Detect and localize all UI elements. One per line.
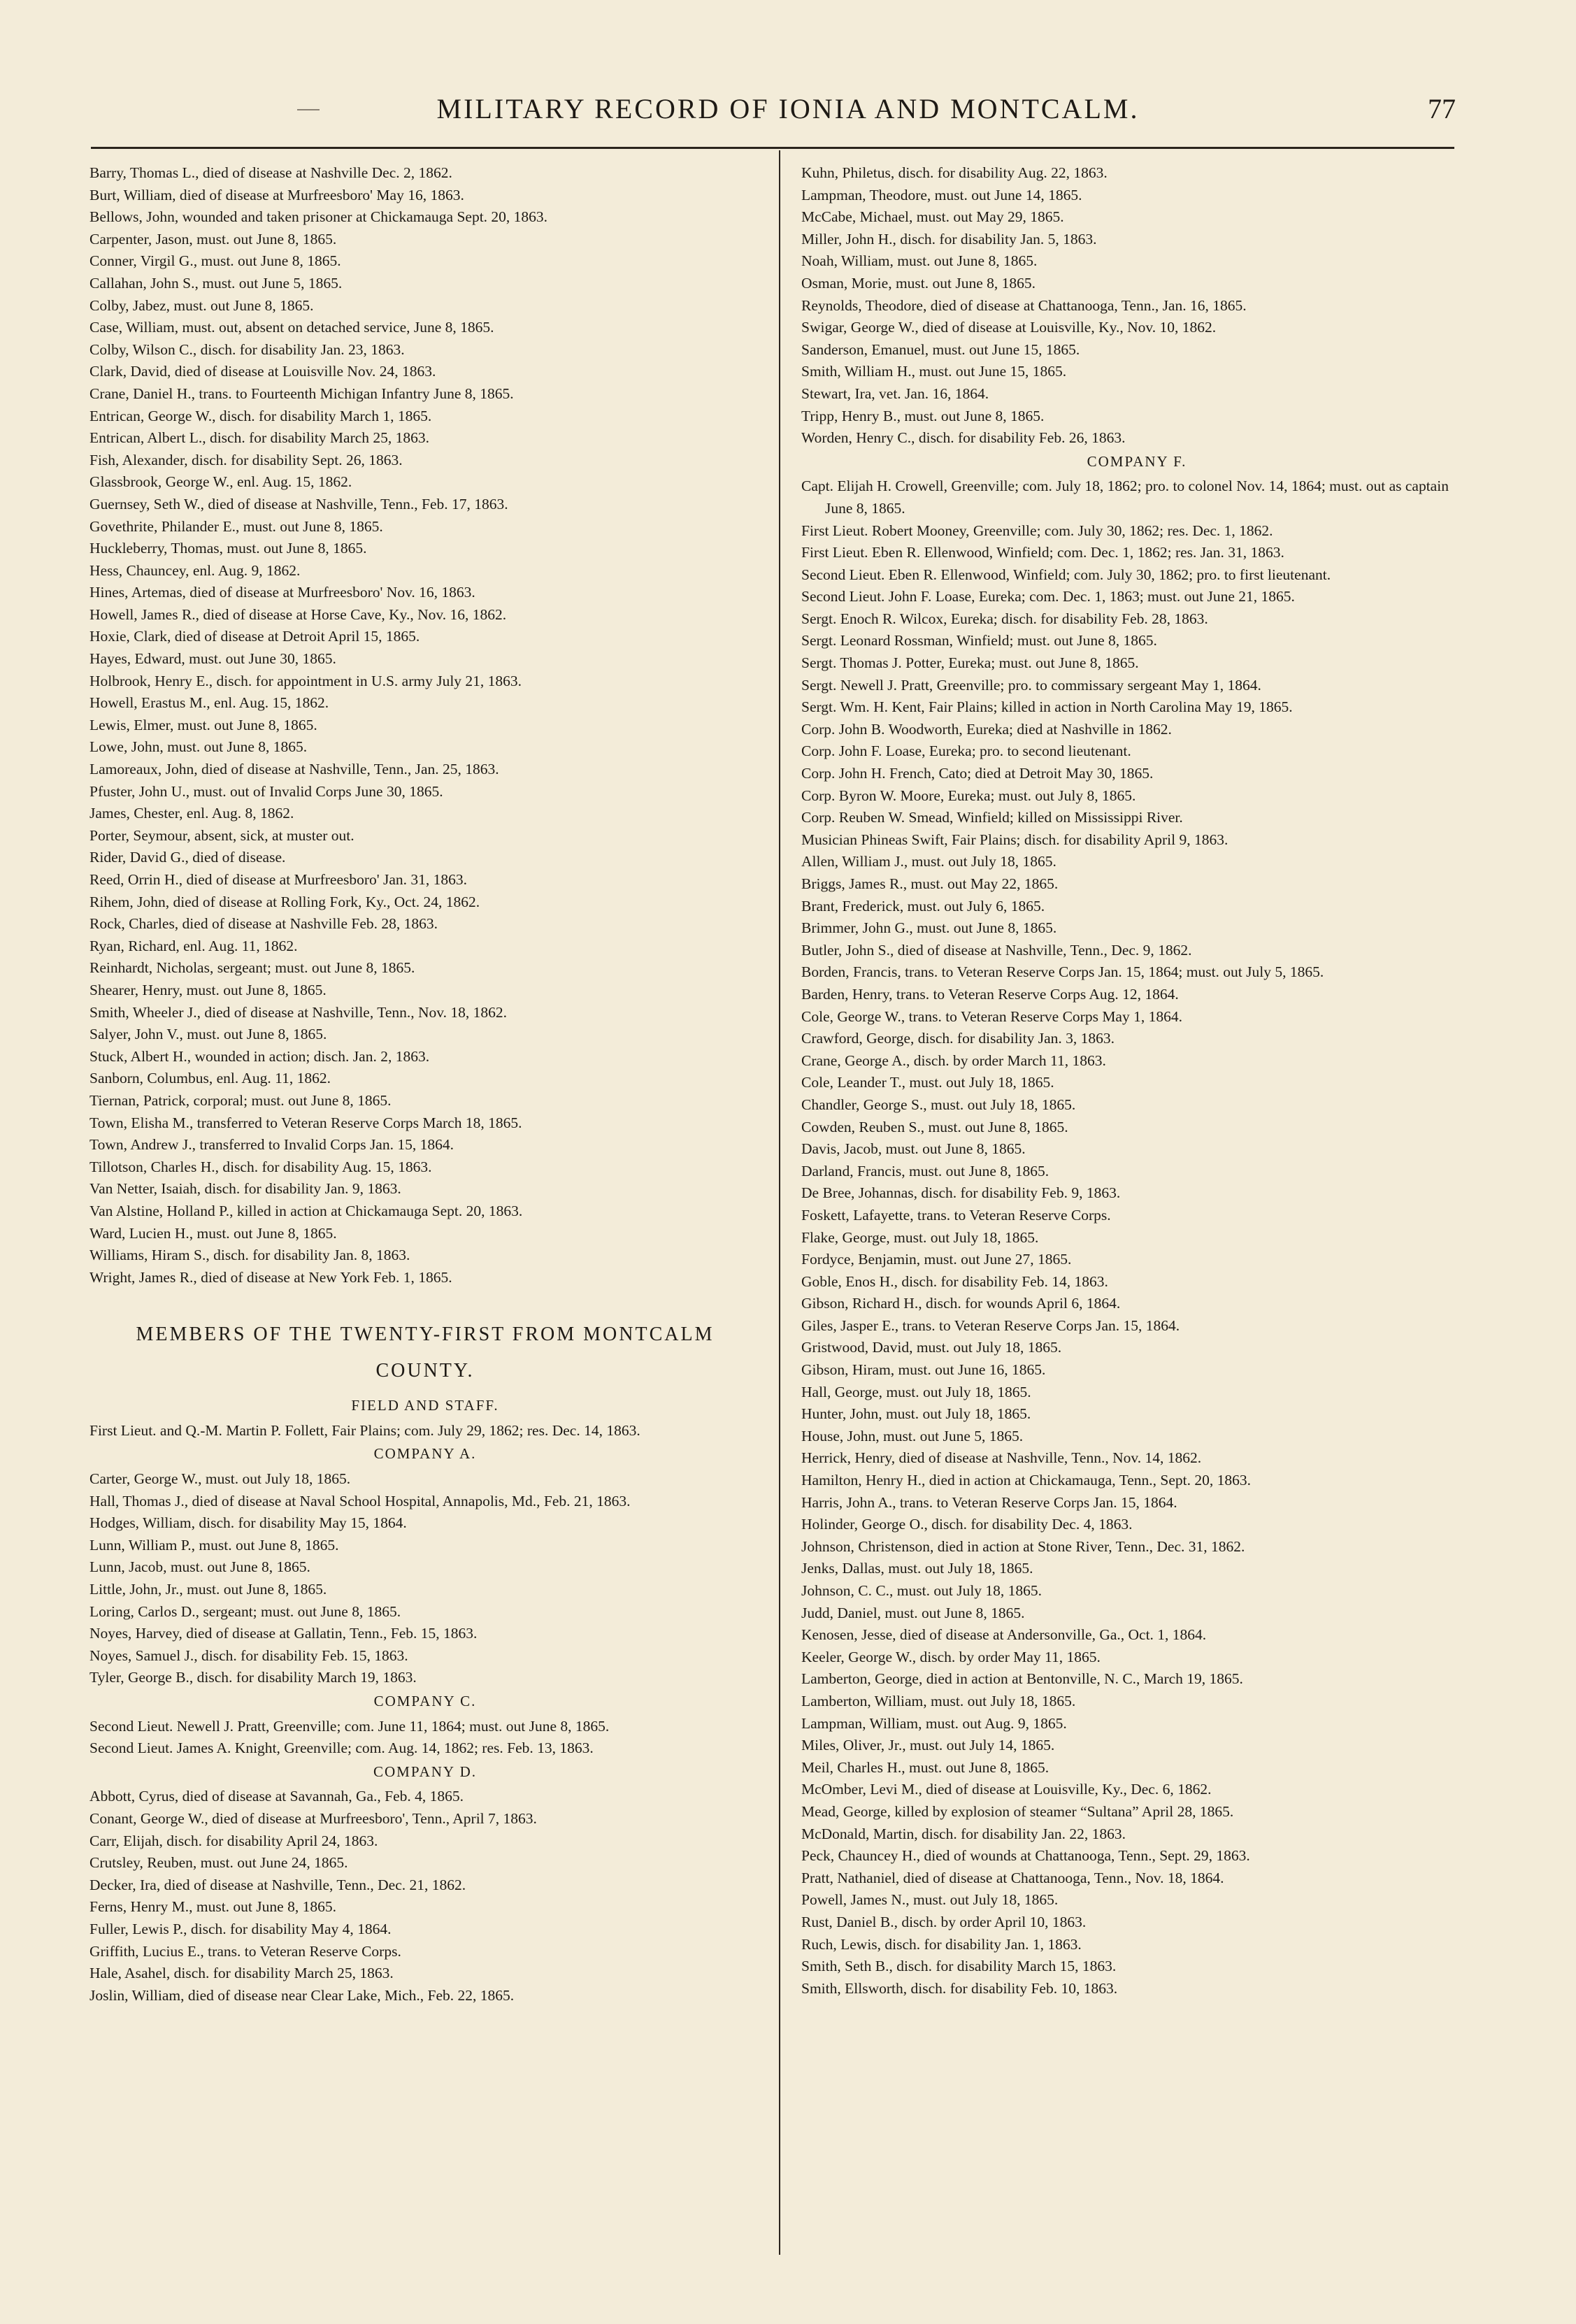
- running-title: MILITARY RECORD OF IONIA AND MONTCALM.: [436, 93, 1140, 124]
- roster-entry: Joslin, William, died of disease near Clear Lake, Mich., Feb. 22, 1865.: [89, 1986, 515, 2004]
- roster-entry: Cowden, Reuben S., must. out June 8, 1865.: [801, 1118, 1068, 1135]
- roster-entry: Hess, Chauncey, enl. Aug. 9, 1862.: [89, 561, 301, 579]
- roster-entry: Sergt. Enoch R. Wilcox, Eureka; disch. for disability Feb. 28, 1863.: [801, 610, 1208, 627]
- roster-entry: Kenosen, Jesse, died of disease at Andersonville, Ga., Oct. 1, 1864.: [801, 1626, 1207, 1644]
- roster-entry: Conner, Virgil G., must. out June 8, 1865.: [89, 252, 341, 270]
- roster-list: [89, 162, 761, 1289]
- roster-entry: Glassbrook, George W., enl. Aug. 15, 1862.: [89, 473, 352, 491]
- roster-entry: Carter, George W., must. out July 18, 1865.: [89, 1470, 351, 1488]
- roster-entry: Cole, George W., trans. to Veteran Reserve Corps May 1, 1864.: [801, 1007, 1182, 1025]
- roster-entry: Lampman, William, must. out Aug. 9, 1865.: [801, 1714, 1067, 1732]
- roster-entry: Tillotson, Charles H., disch. for disability Aug. 15, 1863.: [89, 1158, 432, 1175]
- roster-entry: Salyer, John V., must. out June 8, 1865.: [89, 1026, 327, 1043]
- roster-entry: Little, John, Jr., must. out June 8, 1865.: [89, 1581, 327, 1598]
- roster-entry: McOmber, Levi M., died of disease at Louisville, Ky., Dec. 6, 1862.: [801, 1781, 1212, 1798]
- company-a-heading: COMPANY A.: [373, 1445, 477, 1463]
- roster-entry: Decker, Ira, died of disease at Nashville, Tenn., Dec. 21, 1862.: [89, 1876, 466, 1893]
- roster-entry: First Lieut. Eben R. Ellenwood, Winfield; com. Dec. 1, 1862; res. Jan. 31, 1863.: [801, 544, 1284, 561]
- roster-entry: Lunn, Jacob, must. out June 8, 1865.: [89, 1558, 310, 1576]
- roster-entry: Swigar, George W., died of disease at Louisville, Ky., Nov. 10, 1862.: [801, 319, 1217, 336]
- roster-entry: Mead, George, killed by explosion of steamer “Sultana” April 28, 1865.: [801, 1802, 1234, 1820]
- roster-entry: Barden, Henry, trans. to Veteran Reserve Corps Aug. 12, 1864.: [801, 985, 1179, 1003]
- roster-entry: Smith, Ellsworth, disch. for disability Feb. 10, 1863.: [801, 1979, 1118, 1997]
- roster-entry: Colby, Wilson C., disch. for disability Jan. 23, 1863.: [89, 340, 405, 358]
- roster-entry: Lamoreaux, John, died of disease at Nashville, Tenn., Jan. 25, 1863.: [89, 761, 499, 778]
- roster-entry: Sergt. Newell J. Pratt, Greenville; pro. to commissary sergeant May 1, 1864.: [801, 676, 1261, 694]
- roster-entry: Smith, William H., must. out June 15, 1865.: [801, 363, 1067, 380]
- roster-entry: Smith, Wheeler J., died of disease at Nashville, Tenn., Nov. 18, 1862.: [89, 1003, 508, 1021]
- company-c-heading: COMPANY C.: [373, 1693, 477, 1709]
- roster-entry: Flake, George, must. out July 18, 1865.: [801, 1228, 1039, 1246]
- roster-entry: Fordyce, Benjamin, must. out June 27, 1865.: [801, 1251, 1072, 1268]
- roster-entry: Ruch, Lewis, disch. for disability Jan. 1, 1863.: [801, 1935, 1082, 1953]
- roster-entry: Howell, James R., died of disease at Horse Cave, Ky., Nov. 16, 1862.: [89, 605, 507, 623]
- roster-entry: Sergt. Thomas J. Potter, Eureka; must. out June 8, 1865.: [801, 654, 1139, 672]
- roster-entry: Allen, William J., must. out July 18, 1865.: [801, 853, 1056, 870]
- right-column: [801, 162, 1473, 2000]
- roster-entry: Hale, Asahel, disch. for disability March 25, 1863.: [89, 1965, 394, 1982]
- roster-entry: Ryan, Richard, enl. Aug. 11, 1862.: [89, 937, 298, 954]
- roster-entry: Harris, John A., trans. to Veteran Reserve Corps Jan. 15, 1864.: [801, 1493, 1177, 1511]
- roster-entry: Second Lieut. James A. Knight, Greenville; com. Aug. 14, 1862; res. Feb. 13, 1863.: [89, 1740, 594, 1757]
- roster-entry: De Bree, Johannas, disch. for disability Feb. 9, 1863.: [801, 1184, 1121, 1202]
- roster-entry: James, Chester, enl. Aug. 8, 1862.: [89, 805, 294, 822]
- roster-entry: Hall, Thomas J., died of disease at Naval School Hospital, Annapolis, Md., Feb. 21, 1863.: [89, 1492, 631, 1509]
- field-staff-heading: FIELD AND STAFF.: [351, 1397, 499, 1414]
- page-header: [0, 88, 1576, 130]
- roster-entry: Crane, Daniel H., trans. to Fourteenth Michigan Infantry June 8, 1865.: [89, 385, 514, 402]
- roster-entry: Hall, George, must. out July 18, 1865.: [801, 1383, 1031, 1400]
- roster-entry: Brimmer, John G., must. out June 8, 1865.: [801, 919, 1057, 937]
- roster-entry: Sergt. Leonard Rossman, Winfield; must. out June 8, 1865.: [801, 632, 1157, 650]
- roster-entry: Gristwood, David, must. out July 18, 1865.: [801, 1339, 1062, 1356]
- roster-entry: Lowe, John, must. out June 8, 1865.: [89, 738, 308, 756]
- roster-entry: Davis, Jacob, must. out June 8, 1865.: [801, 1140, 1026, 1158]
- roster-entry: Case, William, must. out, absent on detached service, June 8, 1865.: [89, 319, 494, 336]
- section-title-continued: COUNTY.: [375, 1360, 475, 1382]
- roster-entry: Noyes, Harvey, died of disease at Gallatin, Tenn., Feb. 15, 1863.: [89, 1625, 478, 1642]
- roster-entry: Govethrite, Philander E., must. out June 8, 1865.: [89, 517, 383, 535]
- company-a-list: [89, 1468, 761, 1689]
- roster-entry: Brant, Frederick, must. out July 6, 1865.: [801, 897, 1045, 914]
- roster-entry: Second Lieut. John F. Loase, Eureka; com. Dec. 1, 1863; must. out June 21, 1865.: [801, 588, 1295, 605]
- company-f-heading: COMPANY F.: [1087, 452, 1187, 470]
- roster-entry: Barry, Thomas L., died of disease at Nashville Dec. 2, 1862.: [89, 164, 452, 181]
- roster-entry: Chandler, George S., must. out July 18, 1865.: [801, 1096, 1076, 1113]
- roster-entry: Second Lieut. Eben R. Ellenwood, Winfield; com. July 30, 1862; pro. to first lieutenant.: [801, 566, 1331, 583]
- roster-entry: Hayes, Edward, must. out June 30, 1865.: [89, 650, 336, 668]
- roster-entry: Colby, Jabez, must. out June 8, 1865.: [89, 296, 314, 314]
- header-rule: [91, 147, 1454, 149]
- roster-entry: Lamberton, George, died in action at Bentonville, N. C., March 19, 1865.: [801, 1670, 1243, 1688]
- roster-entry: Corp. Byron W. Moore, Eureka; must. out July 8, 1865.: [801, 787, 1136, 804]
- roster-entry: Hamilton, Henry H., died in action at Chickamauga, Tenn., Sept. 20, 1863.: [801, 1472, 1251, 1489]
- roster-entry: Callahan, John S., must. out June 5, 1865.: [89, 274, 343, 292]
- roster-entry: Crutsley, Reuben, must. out June 24, 1865.: [89, 1854, 348, 1872]
- roster-entry: McCabe, Michael, must. out May 29, 1865.: [801, 208, 1064, 226]
- roster-entry: Osman, Morie, must. out June 8, 1865.: [801, 274, 1036, 292]
- roster-entry: Howell, Erastus M., enl. Aug. 15, 1862.: [89, 694, 329, 712]
- roster-entry: Hoxie, Clark, died of disease at Detroit April 15, 1865.: [89, 628, 420, 645]
- roster-entry: Ferns, Henry M., must. out June 8, 1865.: [89, 1898, 336, 1916]
- roster-entry: Reinhardt, Nicholas, sergeant; must. out June 8, 1865.: [89, 959, 415, 977]
- roster-entry: Hines, Artemas, died of disease at Murfreesboro' Nov. 16, 1863.: [89, 584, 475, 601]
- roster-entry: Corp. John B. Woodworth, Eureka; died at Nashville in 1862.: [801, 720, 1172, 738]
- roster-entry: Stuck, Albert H., wounded in action; disch. Jan. 2, 1863.: [89, 1047, 430, 1065]
- roster-entry: Hodges, William, disch. for disability May 15, 1864.: [89, 1514, 407, 1532]
- roster-entry: Pratt, Nathaniel, died of disease at Chattanooga, Tenn., Nov. 18, 1864.: [801, 1869, 1224, 1886]
- roster-entry: Town, Elisha M., transferred to Veteran Reserve Corps March 18, 1865.: [89, 1114, 522, 1131]
- roster-entry: Entrican, Albert L., disch. for disability March 25, 1863.: [89, 429, 430, 447]
- page-number: 77: [1428, 93, 1456, 124]
- roster-entry: Van Alstine, Holland P., killed in action at Chickamauga Sept. 20, 1863.: [89, 1202, 523, 1219]
- roster-entry: Lewis, Elmer, must. out June 8, 1865.: [89, 716, 317, 733]
- roster-entry: Gibson, Richard H., disch. for wounds April 6, 1864.: [801, 1295, 1121, 1312]
- roster-entry: Williams, Hiram S., disch. for disability Jan. 8, 1863.: [89, 1247, 410, 1264]
- roster-entry: Fuller, Lewis P., disch. for disability May 4, 1864.: [89, 1920, 392, 1937]
- left-column: [89, 162, 761, 2007]
- roster-entry: Abbott, Cyrus, died of disease at Savannah, Ga., Feb. 4, 1865.: [89, 1788, 464, 1805]
- roster-entry: Van Netter, Isaiah, disch. for disability Jan. 9, 1863.: [89, 1180, 401, 1198]
- roster-entry: Rust, Daniel B., disch. by order April 10, 1863.: [801, 1913, 1087, 1930]
- roster-entry: Borden, Francis, trans. to Veteran Reserve Corps Jan. 15, 1864; must. out July 5, 1865.: [801, 963, 1324, 981]
- roster-entry: Carr, Elijah, disch. for disability April 24, 1863.: [89, 1832, 378, 1849]
- roster-entry: McDonald, Martin, disch. for disability Jan. 22, 1863.: [801, 1825, 1126, 1842]
- roster-entry: Judd, Daniel, must. out June 8, 1865.: [801, 1604, 1025, 1621]
- company-c-list: [89, 1716, 761, 1760]
- roster-entry: Goble, Enos H., disch. for disability Feb. 14, 1863.: [801, 1272, 1108, 1290]
- roster-entry: Tyler, George B., disch. for disability March 19, 1863.: [89, 1669, 417, 1686]
- roster-entry: Johnson, C. C., must. out July 18, 1865.: [801, 1582, 1043, 1599]
- roster-entry: Keeler, George W., disch. by order May 11, 1865.: [801, 1648, 1101, 1665]
- company-f-list: [801, 475, 1473, 2000]
- roster-entry: Sanderson, Emanuel, must. out June 15, 1865.: [801, 340, 1080, 358]
- roster-entry: Noah, William, must. out June 8, 1865.: [801, 252, 1038, 270]
- roster-entry: Town, Andrew J., transferred to Invalid Corps Jan. 15, 1864.: [89, 1136, 454, 1154]
- roster-entry: Second Lieut. Newell J. Pratt, Greenville; com. June 11, 1864; must. out June 8, 1865.: [89, 1717, 610, 1735]
- roster-entry: Miles, Oliver, Jr., must. out July 14, 1865.: [801, 1737, 1055, 1754]
- roster-entry: Butler, John S., died of disease at Nashville, Tenn., Dec. 9, 1862.: [801, 941, 1192, 959]
- roster-entry: Clark, David, died of disease at Louisville Nov. 24, 1863.: [89, 363, 436, 380]
- roster-entry: Bellows, John, wounded and taken prisoner at Chickamauga Sept. 20, 1863.: [89, 208, 548, 226]
- section-title: MEMBERS OF THE TWENTY-FIRST FROM MONTCALM: [136, 1324, 715, 1346]
- roster-entry: Giles, Jasper E., trans. to Veteran Reserve Corps Jan. 15, 1864.: [801, 1317, 1180, 1334]
- roster-entry: Foskett, Lafayette, trans. to Veteran Reserve Corps.: [801, 1206, 1111, 1224]
- roster-entry: House, John, must. out June 5, 1865.: [801, 1427, 1024, 1444]
- field-staff-list: [89, 1420, 761, 1442]
- roster-entry: Lampman, Theodore, must. out June 14, 1865.: [801, 186, 1082, 203]
- roster-entry: Musician Phineas Swift, Fair Plains; disch. for disability April 9, 1863.: [801, 831, 1228, 848]
- roster-entry: Crawford, George, disch. for disability Jan. 3, 1863.: [801, 1030, 1115, 1047]
- roster-entry: Huckleberry, Thomas, must. out June 8, 1865.: [89, 540, 367, 557]
- roster-entry: Darland, Francis, must. out June 8, 1865.: [801, 1162, 1050, 1179]
- roster-entry: Entrican, George W., disch. for disability March 1, 1865.: [89, 407, 432, 424]
- roster-entry: Miller, John H., disch. for disability Jan. 5, 1863.: [801, 230, 1097, 248]
- roster-entry: Burt, William, died of disease at Murfreesboro' May 16, 1863.: [89, 186, 464, 203]
- roster-entry: Ward, Lucien H., must. out June 8, 1865.: [89, 1224, 337, 1242]
- roster-list-continued: [801, 162, 1473, 450]
- roster-entry: Capt. Elijah H. Crowell, Greenville; com. July 18, 1862; pro. to colonel Nov. 14, 1864; must. out as captain June 8, 1865.: [801, 478, 1449, 517]
- roster-entry: Loring, Carlos D., sergeant; must. out June 8, 1865.: [89, 1602, 401, 1620]
- roster-entry: First Lieut. and Q.-M. Martin P. Follett, Fair Plains; com. July 29, 1862; res. Dec. 14, 1863.: [89, 1421, 640, 1439]
- roster-entry: Tiernan, Patrick, corporal; must. out June 8, 1865.: [89, 1091, 392, 1109]
- roster-entry: Wright, James R., died of disease at New York Feb. 1, 1865.: [89, 1268, 452, 1286]
- roster-entry: Sergt. Wm. H. Kent, Fair Plains; killed in action in North Carolina May 19, 1865.: [801, 698, 1293, 716]
- roster-entry: Rider, David G., died of disease.: [89, 849, 286, 866]
- roster-entry: Cole, Leander T., must. out July 18, 1865.: [801, 1074, 1054, 1091]
- roster-entry: Holbrook, Henry E., disch. for appointment in U.S. army July 21, 1863.: [89, 672, 522, 689]
- roster-entry: Carpenter, Jason, must. out June 8, 1865.: [89, 230, 337, 248]
- roster-entry: Holinder, George O., disch. for disability Dec. 4, 1863.: [801, 1516, 1133, 1533]
- roster-entry: Powell, James N., must. out July 18, 1865.: [801, 1891, 1059, 1909]
- company-d-list: [89, 1786, 761, 2007]
- roster-entry: Reed, Orrin H., died of disease at Murfreesboro' Jan. 31, 1863.: [89, 871, 468, 888]
- roster-entry: Sanborn, Columbus, enl. Aug. 11, 1862.: [89, 1070, 331, 1087]
- roster-entry: Kuhn, Philetus, disch. for disability Aug. 22, 1863.: [801, 164, 1108, 181]
- roster-entry: Noyes, Samuel J., disch. for disability Feb. 15, 1863.: [89, 1647, 408, 1664]
- roster-entry: Porter, Seymour, absent, sick, at muster out.: [89, 826, 354, 844]
- roster-entry: Gibson, Hiram, must. out June 16, 1865.: [801, 1361, 1046, 1379]
- roster-entry: Jenks, Dallas, must. out July 18, 1865.: [801, 1560, 1033, 1577]
- roster-entry: Rihem, John, died of disease at Rolling Fork, Ky., Oct. 24, 1862.: [89, 893, 480, 910]
- roster-entry: Griffith, Lucius E., trans. to Veteran Reserve Corps.: [89, 1942, 401, 1960]
- roster-entry: Corp. John H. French, Cato; died at Detroit May 30, 1865.: [801, 765, 1154, 782]
- roster-entry: Lunn, William P., must. out June 8, 1865.: [89, 1536, 339, 1554]
- roster-entry: Hunter, John, must. out July 18, 1865.: [801, 1405, 1031, 1423]
- roster-entry: Meil, Charles H., must. out June 8, 1865.: [801, 1758, 1050, 1776]
- roster-entry: Stewart, Ira, vet. Jan. 16, 1864.: [801, 385, 989, 402]
- column-divider: [779, 150, 780, 2255]
- roster-entry: First Lieut. Robert Mooney, Greenville; com. July 30, 1862; res. Dec. 1, 1862.: [801, 522, 1273, 539]
- roster-entry: Briggs, James R., must. out May 22, 1865.: [801, 875, 1059, 892]
- roster-entry: Conant, George W., died of disease at Murfreesboro', Tenn., April 7, 1863.: [89, 1809, 537, 1827]
- roster-entry: Pfuster, John U., must. out of Invalid Corps June 30, 1865.: [89, 782, 443, 800]
- roster-entry: Peck, Chauncey H., died of wounds at Chattanooga, Tenn., Sept. 29, 1863.: [801, 1847, 1250, 1865]
- roster-entry: Corp. Reuben W. Smead, Winfield; killed on Mississippi River.: [801, 809, 1183, 826]
- company-d-heading: COMPANY D.: [373, 1763, 477, 1780]
- roster-entry: Herrick, Henry, died of disease at Nashville, Tenn., Nov. 14, 1862.: [801, 1449, 1202, 1467]
- roster-entry: Crane, George A., disch. by order March 11, 1863.: [801, 1052, 1106, 1069]
- roster-entry: Guernsey, Seth W., died of disease at Nashville, Tenn., Feb. 17, 1863.: [89, 495, 508, 512]
- roster-entry: Fish, Alexander, disch. for disability Sept. 26, 1863.: [89, 451, 403, 468]
- roster-entry: Johnson, Christenson, died in action at Stone River, Tenn., Dec. 31, 1862.: [801, 1537, 1245, 1555]
- roster-entry: Tripp, Henry B., must. out June 8, 1865.: [801, 407, 1045, 424]
- roster-entry: Shearer, Henry, must. out June 8, 1865.: [89, 981, 327, 998]
- roster-entry: Smith, Seth B., disch. for disability March 15, 1863.: [801, 1958, 1117, 1975]
- roster-entry: Rock, Charles, died of disease at Nashville Feb. 28, 1863.: [89, 915, 438, 933]
- roster-entry: Worden, Henry C., disch. for disability Feb. 26, 1863.: [801, 429, 1126, 447]
- roster-entry: Lamberton, William, must. out July 18, 1865.: [801, 1692, 1076, 1709]
- roster-entry: Corp. John F. Loase, Eureka; pro. to second lieutenant.: [801, 743, 1131, 760]
- roster-entry: Reynolds, Theodore, died of disease at Chattanooga, Tenn., Jan. 16, 1865.: [801, 296, 1247, 314]
